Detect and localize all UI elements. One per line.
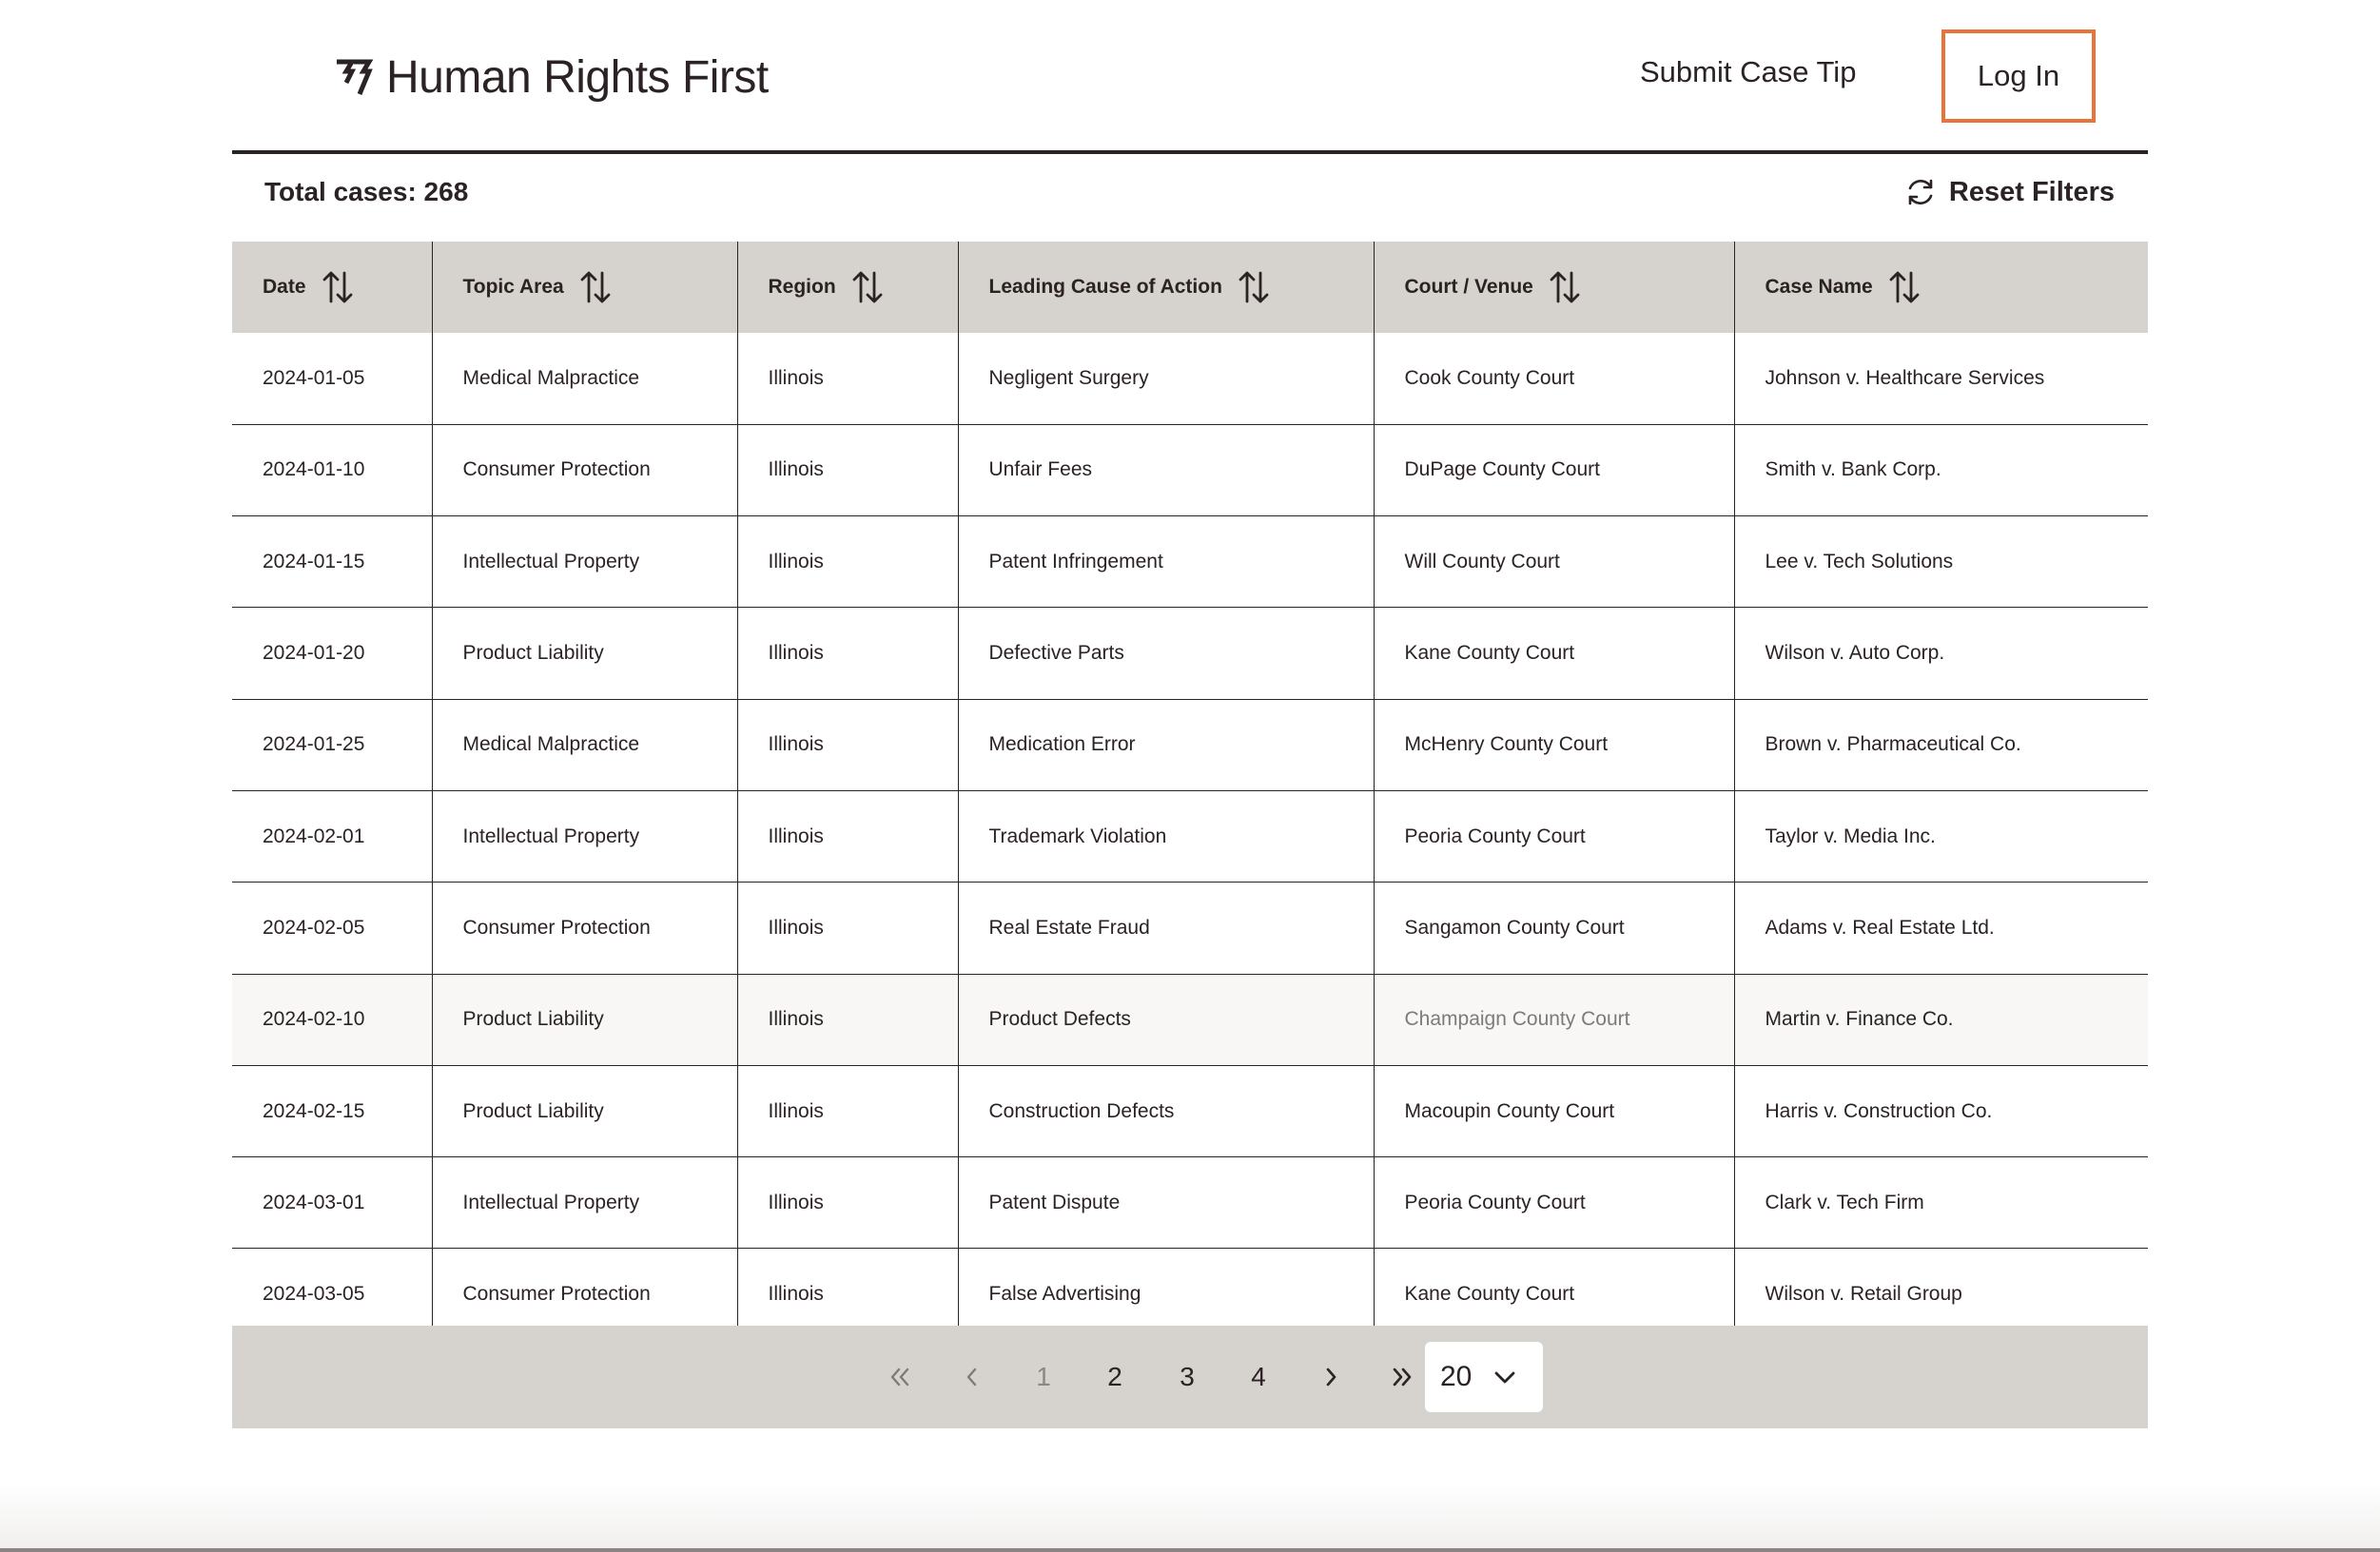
prev-page-button[interactable] <box>944 1326 1001 1428</box>
cell-date: 2024-01-25 <box>263 733 365 756</box>
cell-case-name: Smith v. Bank Corp. <box>1734 424 2148 515</box>
cell-leading-cause-of-action: Patent Dispute <box>958 1157 1374 1249</box>
column-header-label: Court / Venue <box>1404 276 1533 298</box>
cell-case-name: Lee v. Tech Solutions <box>1734 516 2148 608</box>
table-row[interactable] <box>232 424 2148 515</box>
cell-leading-cause-of-action: Real Estate Fraud <box>958 883 1374 974</box>
table-row[interactable] <box>232 608 2148 699</box>
header-divider <box>232 150 2148 154</box>
table-row[interactable] <box>232 1249 2148 1326</box>
cell-court-venue: Cook County Court <box>1374 333 1734 424</box>
sort-icon[interactable] <box>1549 269 1581 305</box>
logo[interactable] <box>333 48 769 107</box>
cell-case-name: Harris v. Construction Co. <box>1734 1065 2148 1156</box>
cell-leading-cause-of-action: Construction Defects <box>958 1065 1374 1156</box>
cell-case-name: Clark v. Tech Firm <box>1734 1157 2148 1249</box>
cell-date: 2024-03-01 <box>263 1191 365 1213</box>
last-page-icon <box>1388 1363 1416 1391</box>
cell-court-venue: DuPage County Court <box>1374 424 1734 515</box>
submit-case-tip-link[interactable]: Submit Case Tip <box>1640 55 1857 88</box>
cell-case-name: Wilson v. Auto Corp. <box>1734 608 2148 699</box>
cell-topic-area: Product Liability <box>432 1065 737 1156</box>
cell-court-venue: McHenry County Court <box>1374 699 1734 790</box>
cell-leading-cause-of-action: Trademark Violation <box>958 790 1374 882</box>
table-row[interactable] <box>232 790 2148 882</box>
logo-text: Human Rights First <box>386 51 769 103</box>
cell-court-venue: Will County Court <box>1374 516 1734 608</box>
page-size-value: 20 <box>1440 1361 1473 1392</box>
column-header-label: Date <box>263 276 306 298</box>
cell-court-venue: Peoria County Court <box>1374 1157 1734 1249</box>
sort-icon[interactable] <box>322 269 354 305</box>
cell-case-name: Wilson v. Retail Group <box>1734 1249 2148 1326</box>
bottom-shadow <box>0 1484 2380 1552</box>
sort-icon[interactable] <box>579 269 612 305</box>
cell-leading-cause-of-action: Product Defects <box>958 974 1374 1065</box>
column-header-court-venue[interactable] <box>1374 242 1734 333</box>
sort-icon[interactable] <box>851 269 884 305</box>
cell-date: 2024-02-10 <box>263 1008 365 1031</box>
cell-case-name: Adams v. Real Estate Ltd. <box>1734 883 2148 974</box>
page-size-select[interactable] <box>1425 1342 1543 1412</box>
cell-region: Illinois <box>737 333 958 424</box>
cell-topic-area: Intellectual Property <box>432 790 737 882</box>
cell-leading-cause-of-action: Patent Infringement <box>958 516 1374 608</box>
cell-topic-area: Product Liability <box>432 608 737 699</box>
cell-court-venue: Kane County Court <box>1374 608 1734 699</box>
cell-region: Illinois <box>737 1065 958 1156</box>
bottom-border <box>0 1548 2380 1552</box>
next-page-button[interactable] <box>1302 1326 1359 1428</box>
sort-icon[interactable] <box>1888 269 1921 305</box>
table-row[interactable] <box>232 1065 2148 1156</box>
cell-region: Illinois <box>737 790 958 882</box>
cell-date: 2024-02-01 <box>263 824 365 847</box>
cell-court-venue: Macoupin County Court <box>1374 1065 1734 1156</box>
cell-leading-cause-of-action: Unfair Fees <box>958 424 1374 515</box>
table-header-row <box>232 242 2148 333</box>
first-page-button[interactable] <box>871 1326 928 1428</box>
logo-mark-icon <box>333 56 375 98</box>
reset-filters-label: Reset Filters <box>1948 176 2115 207</box>
cell-region: Illinois <box>737 516 958 608</box>
page-button-4[interactable]: 4 <box>1251 1362 1266 1391</box>
site-header <box>232 0 2148 152</box>
column-header-case-name[interactable] <box>1734 242 2148 333</box>
sort-icon[interactable] <box>1238 269 1270 305</box>
column-header-label: Topic Area <box>462 276 564 298</box>
table-row[interactable] <box>232 333 2148 424</box>
cell-region: Illinois <box>737 608 958 699</box>
column-header-label: Region <box>768 276 836 298</box>
cell-court-venue: Sangamon County Court <box>1374 883 1734 974</box>
cell-date: 2024-01-20 <box>263 642 365 665</box>
cell-leading-cause-of-action: Medication Error <box>958 699 1374 790</box>
last-page-button[interactable] <box>1374 1326 1431 1428</box>
table-row[interactable] <box>232 883 2148 974</box>
column-header-region[interactable] <box>737 242 958 333</box>
cell-region: Illinois <box>737 424 958 515</box>
cell-topic-area: Medical Malpractice <box>432 699 737 790</box>
cell-topic-area: Intellectual Property <box>432 516 737 608</box>
login-button[interactable]: Log In <box>1941 29 2096 123</box>
cell-court-venue: Champaign County Court <box>1374 974 1734 1065</box>
table-row[interactable] <box>232 699 2148 790</box>
cell-topic-area: Consumer Protection <box>432 883 737 974</box>
cell-case-name: Taylor v. Media Inc. <box>1734 790 2148 882</box>
page-button-3[interactable]: 3 <box>1180 1362 1195 1391</box>
cases-table <box>232 242 2148 1326</box>
total-cases-count: Total cases: 268 <box>264 177 469 206</box>
cell-topic-area: Medical Malpractice <box>432 333 737 424</box>
reset-filters-button[interactable] <box>1903 173 2115 211</box>
cell-region: Illinois <box>737 1249 958 1326</box>
cell-date: 2024-01-05 <box>263 366 365 389</box>
cell-region: Illinois <box>737 974 958 1065</box>
cell-date: 2024-01-15 <box>263 550 365 572</box>
pagination-bar <box>232 1326 2148 1428</box>
cell-date: 2024-02-05 <box>263 916 365 939</box>
chevron-down-icon <box>1491 1363 1519 1391</box>
cell-topic-area: Intellectual Property <box>432 1157 737 1249</box>
cell-case-name: Brown v. Pharmaceutical Co. <box>1734 699 2148 790</box>
table-row[interactable] <box>232 1157 2148 1249</box>
cell-leading-cause-of-action: False Advertising <box>958 1249 1374 1326</box>
cell-topic-area: Consumer Protection <box>432 424 737 515</box>
cases-table-container[interactable] <box>232 242 2148 1326</box>
next-page-icon <box>1317 1363 1345 1391</box>
cell-region: Illinois <box>737 699 958 790</box>
column-header-leading-cause-of-action[interactable] <box>958 242 1374 333</box>
cell-case-name: Martin v. Finance Co. <box>1734 974 2148 1065</box>
cell-topic-area: Consumer Protection <box>432 1249 737 1326</box>
cell-region: Illinois <box>737 883 958 974</box>
cell-date: 2024-02-15 <box>263 1099 365 1122</box>
cell-leading-cause-of-action: Negligent Surgery <box>958 333 1374 424</box>
table-row[interactable] <box>232 516 2148 608</box>
page-button-2[interactable]: 2 <box>1107 1362 1122 1391</box>
column-header-label: Leading Cause of Action <box>988 276 1222 298</box>
cell-case-name: Johnson v. Healthcare Services <box>1734 333 2148 424</box>
cell-court-venue: Kane County Court <box>1374 1249 1734 1326</box>
page-button-1[interactable]: 1 <box>1036 1362 1051 1391</box>
cell-region: Illinois <box>737 1157 958 1249</box>
cell-date: 2024-01-10 <box>263 458 365 481</box>
table-body <box>232 333 2148 1326</box>
table-row[interactable] <box>232 974 2148 1065</box>
cell-leading-cause-of-action: Defective Parts <box>958 608 1374 699</box>
first-page-icon <box>886 1363 914 1391</box>
column-header-topic-area[interactable] <box>432 242 737 333</box>
column-header-label: Case Name <box>1765 276 1873 298</box>
cell-court-venue: Peoria County Court <box>1374 790 1734 882</box>
cell-date: 2024-03-05 <box>263 1283 365 1306</box>
cell-topic-area: Product Liability <box>432 974 737 1065</box>
column-header-date[interactable] <box>232 242 432 333</box>
prev-page-icon <box>958 1363 986 1391</box>
refresh-icon <box>1903 175 1938 209</box>
